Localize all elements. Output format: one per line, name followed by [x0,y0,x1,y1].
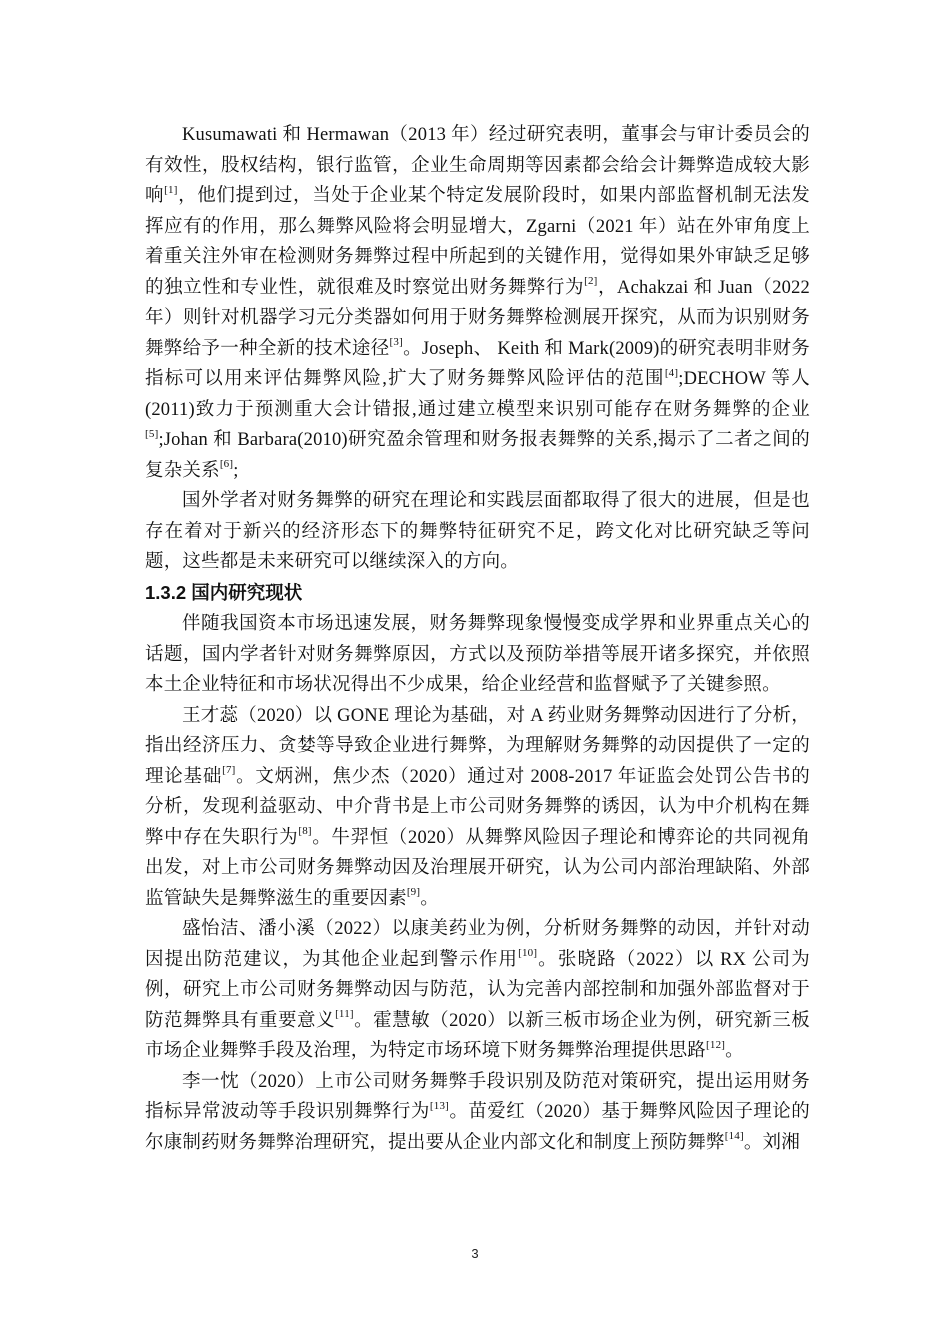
citation-ref: [4] [664,366,679,379]
citation-ref: [11] [335,1008,354,1021]
paragraph-foreign-research-summary [145,486,810,578]
text-segment: 。刘湘 [743,1132,800,1153]
citation-ref: [2] [584,275,598,288]
text-segment: 。张晓路（2022）以 RX 公司为例，研究上市公司财务舞弊动因与防范，认为完善内部控制和加强外部监督对于防范舞弊具有重要意义 [145,949,810,1031]
text-segment: 。Joseph、 Keith 和 Mark(2009)的研究表明非财务指标可以用来评估舞弊风险,扩大了财务舞弊风险评估的范围 [145,338,810,389]
section-title: 国内研究现状 [191,583,303,604]
citation-ref: [6] [219,458,234,471]
text-segment: Kusumawati 和 Hermawan（2013 年）经过研究表明，董事会与审计委员会的有效性，股权结构，银行监管，企业生命周期等因素都会给会计舞弊造成较大影响 [145,125,810,206]
text-segment: 。苗爱红（2020）基于舞弊风险因子理论的尔康制药财务舞弊治理研究，提出要从企业内部文化和制度上预防舞弊 [145,1102,810,1153]
section-number: 1.3.2 [145,581,187,603]
text-segment: 李一忱（2020）上市公司财务舞弊手段识别及防范对策研究，提出运用财务指标异常波动等手段识别舞弊行为 [145,1071,810,1122]
citation-ref: [12] [706,1038,726,1051]
text-segment: ;DECHOW 等人(2011)致力于预测重大会计错报,通过建立模型来识别可能存在财务舞弊的企业 [145,369,810,420]
paragraph-domestic-methods [145,1067,810,1159]
text-segment: ，他们提到过，当处于企业某个特定发展阶段时，如果内部监督机制无法发挥应有的作用，那么舞弊风险将会明显增大，Zgarni（2021 年）站在外审角度上着重关注外审在检测财务舞弊过程中所起到的关键作用，觉得如果外审缺乏足够的独立性和专业性，就很难及时察觉出财务舞弊行为 [145,186,810,298]
text-segment: 。霍慧敏（2020）以新三板市场企业为例，研究新三板市场企业舞弊手段及治理，为特定市场环境下财务舞弊治理提供思路 [145,1010,810,1061]
text-segment: ;Johan 和 Barbara(2010)研究盈余管理和财务报表舞弊的关系,揭示了二者之间的复杂关系 [145,430,810,481]
citation-ref: [13] [429,1099,450,1112]
text-segment: 。牛羿恒（2020）从舞弊风险因子理论和博弈论的共同视角出发，对上市公司财务舞弊动因及治理展开研究，认为公司内部治理缺陷、外部监管缺失是舞弊滋生的重要因素 [145,827,810,909]
text-segment: 国外学者对财务舞弊的研究在理论和实践层面都取得了很大的进展，但是也存在着对于新兴的经济形态下的舞弊特征研究不足，跨文化对比研究缺乏等问题，这些都是未来研究可以继续深入的方向。 [145,491,810,572]
text-segment: 王才蕊（2020）以 GONE 理论为基础，对 A 药业财务舞弊动因进行了分析，指出经济压力、贪婪等导致企业进行舞弊，为理解财务舞弊的动因提供了一定的理论基础 [145,705,810,787]
text-segment: ; [233,460,239,481]
citation-ref: [8] [298,825,312,838]
citation-ref: [7] [222,764,236,777]
text-segment: 。文炳洲，焦少杰（2020）通过对 2008-2017 年证监会处罚公告书的分析，发现利益驱动、中介背书是上市公司财务舞弊的诱因，认为中介机构在舞弊中存在失职行为 [145,766,810,848]
text-segment: ，Achakzai 和 Juan（2022 年）则针对机器学习元分类器如何用于财务舞弊检测展开探究，从而为识别财务舞弊给予一种全新的技术途径 [145,277,810,359]
text-segment: 盛怡洁、潘小溪（2022）以康美药业为例，分析财务舞弊的动因，并针对动因提出防范建议，为其他企业起到警示作用 [145,919,810,970]
section-heading [145,578,810,610]
paragraph-domestic-intro [145,609,810,701]
citation-ref: [14] [724,1130,744,1143]
paragraph-domestic-cases [145,914,810,1067]
citation-ref: [9] [406,886,421,899]
page-number: 3 [471,1246,479,1261]
paragraph-domestic-causes [145,701,810,915]
citation-ref: [3] [389,336,403,349]
paragraph-foreign-research-1 [145,120,810,486]
text-segment: 。 [420,888,439,909]
text-segment: 伴随我国资本市场迅速发展，财务舞弊现象慢慢变成学界和业界重点关心的话题，国内学者针对财务舞弊原因，方式以及预防举措等展开诸多探究，并依照本土企业特征和市场状况得出不少成果，给企业经营和监督赋予了关键参照。 [145,614,810,695]
citation-ref: [5] [145,427,159,440]
text-segment: 。 [725,1041,744,1061]
citation-ref: [1] [164,183,178,196]
citation-ref: [10] [518,947,538,960]
